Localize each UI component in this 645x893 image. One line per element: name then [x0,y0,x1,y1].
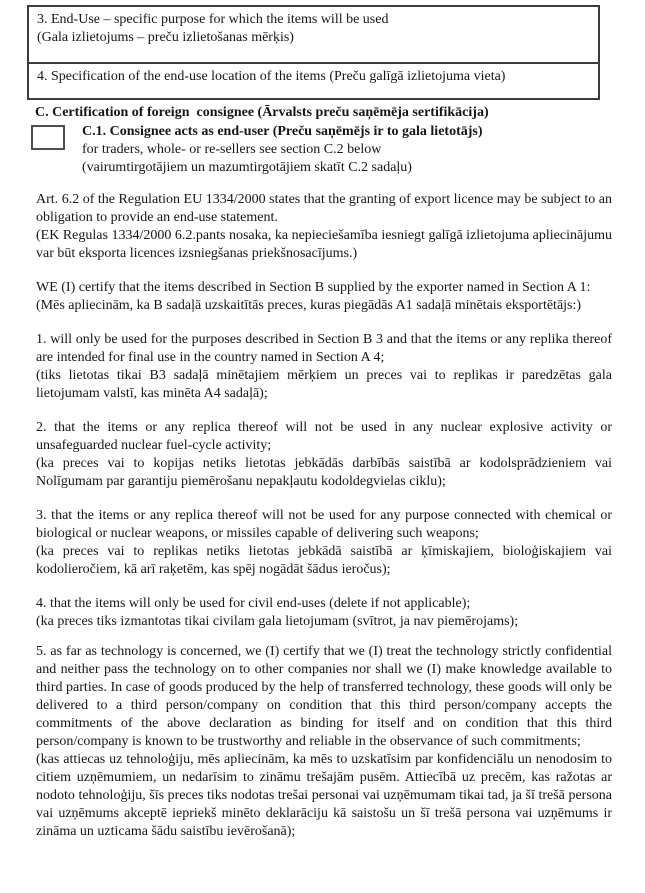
clause-2-nuclear [36,419,612,491]
c1-note-lv: (vairumtirgotājiem un mazumtirgotājiem skatīt C.2 sadaļu) [82,160,412,175]
c1-text [82,123,483,177]
clause-1-purposes [36,331,612,403]
paragraph-text-en: 5. as far as technology is concerned, we (I) certify that we (I) treat the technology strictly confidential and neither pass the technology on to other companies nor shall we (I) make knowledge available to third parties. In case of goods produced by the help of transferred technology, these goods will only be delivered to a third person/company on condition that this third person/company accepts the commitments of the above declaration as binding for itself and on condition that this third person/company is known to be trustworthy and reliable in the observance of such commitments; [36,644,612,749]
field-3-label-lv: (Gala izlietojums – preču izlietošanas mērķis) [37,30,294,45]
paragraph-text-en: 2. that the items or any replica thereof will not be used in any nuclear explosive activity or unsafeguarded nuclear fuel-cycle activity; [36,420,612,453]
section-c-heading: C. Certification of foreign consignee (Ārvalsts preču saņēmēja sertifikācija) [35,105,489,120]
field-3-end-use [29,7,598,64]
field-4-label-en: 4. Specification of the end-use location of the items (Preču galīgā izlietojuma vieta) [37,69,506,84]
clause-4-civil-end-uses [36,595,612,631]
paragraph-text-en: Art. 6.2 of the Regulation EU 1334/2000 states that the granting of export licence may be subject to an obligation to provide an end-use statement. [36,192,612,225]
paragraph-certify-intro [36,279,612,315]
paragraph-art-6-2 [36,191,612,263]
field-3-label-en: 3. End-Use – specific purpose for which the items will be used [37,12,389,27]
paragraph-text-lv: (tiks lietotas tikai B3 sadaļā minētajiem mērķiem un preces vai to replikas ir paredzētas gala lietojumam valstī, kas minēta A4 sadaļā); [36,368,612,401]
paragraph-text-en: WE (I) certify that the items described in Section B supplied by the exporter named in Section A 1: [36,280,591,295]
paragraph-text-en: 3. that the items or any replica thereof will not be used for any purpose connected with chemical or biological or nuclear weapons, or missiles capable of delivering such weapons; [36,508,612,541]
c1-note-en: for traders, whole- or re-sellers see section C.2 below [82,142,382,157]
paragraph-text-lv: (ka preces vai to replikas netiks lietotas jebkādā saistībā ar ķīmiskajiem, bioloģiskajiem vai kodolieročiem, kā arī raķetēm, kas spēj nogādāt šādus ieročus); [36,544,612,577]
end-use-table [27,5,600,100]
clause-5-technology [36,643,612,841]
clause-3-weapons [36,507,612,579]
c1-checkbox[interactable] [31,125,65,150]
paragraph-text-lv: (kas attiecas uz tehnoloģiju, mēs apliecinām, ka mēs to uzskatīsim par konfidenciālu un nenodosim to citiem uzņēmumiem, un nedarīsim to zināmu trešajām pusēm. Attiecībā uz precēm, kas ražotas ar nodoto tehnoloģiju, šīs preces tiks nodotas trešai personai vai uzņēmumam tikai tad, ja šī trešā persona vai uzņēmums akceptē iepriekš minēto deklarāciju kā saistošu un šī trešā persona vai uzņēmums ir zināma un uzticama šādu saistību ievērošanā); [36,752,612,839]
c1-title: C.1. Consignee acts as end-user (Preču saņēmējs ir to gala lietotājs) [82,124,483,139]
paragraph-text-lv: (ka preces tiks izmantotas tikai civilam gala lietojumam (svītrot, ja nav piemērojams); [36,614,519,629]
section-c1-block [36,123,612,177]
field-4-end-use-location [29,64,598,98]
paragraph-text-en: 1. will only be used for the purposes described in Section B 3 and that the items or any replika thereof are intended for final use in the country named in Section A 4; [36,332,612,365]
paragraph-text-lv: (ka preces vai to kopijas netiks lietotas jebkādās darbībās saistībā ar kodolsprādzieniem vai Nolīgumam par garantiju piemērošanu nepakļautu kodoldegvielas ciklu); [36,456,612,489]
paragraph-text-lv: (EK Regulas 1334/2000 6.2.pants nosaka, ka nepieciešamība iesniegt galīgā izlietojuma apliecinājumu var būt eksporta licences izsniegšanas priekšnosacījums.) [36,228,612,261]
paragraph-text-en: 4. that the items will only be used for civil end-uses (delete if not applicable); [36,596,471,611]
paragraph-text-lv: (Mēs apliecinām, ka B sadaļā uzskaitītās preces, kuras piegādās A1 sadaļā minētais eksportētājs:) [36,298,582,313]
